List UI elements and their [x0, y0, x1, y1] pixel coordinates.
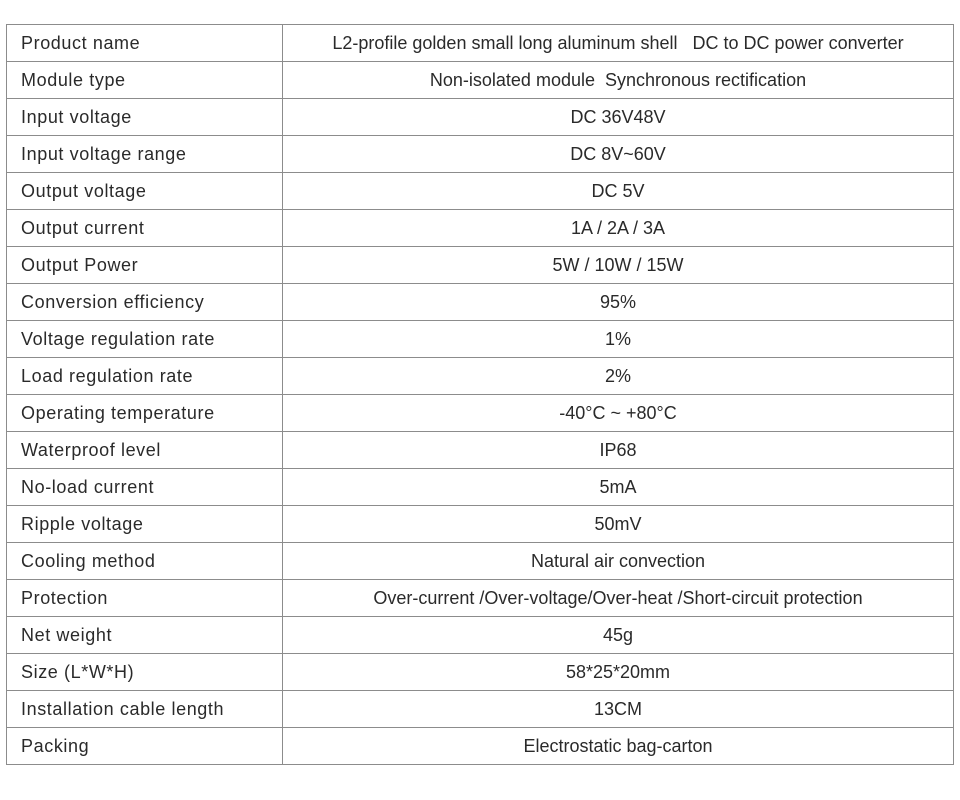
row-label: Net weight [7, 617, 283, 654]
row-label: Ripple voltage [7, 506, 283, 543]
row-value: DC 36V48V [283, 99, 954, 136]
row-value: Over-current /Over-voltage/Over-heat /Short-circuit protection [283, 580, 954, 617]
row-value: 2% [283, 358, 954, 395]
row-label: No-load current [7, 469, 283, 506]
table-row [7, 580, 954, 617]
row-value: DC 5V [283, 173, 954, 210]
table-row [7, 543, 954, 580]
row-label: Product name [7, 25, 283, 62]
row-label: Output Power [7, 247, 283, 284]
table-row [7, 321, 954, 358]
row-value: DC 8V~60V [283, 136, 954, 173]
row-label: Module type [7, 62, 283, 99]
table-row [7, 99, 954, 136]
row-label: Packing [7, 728, 283, 765]
table-row [7, 506, 954, 543]
table-row [7, 617, 954, 654]
table-row [7, 284, 954, 321]
row-value: Electrostatic bag-carton [283, 728, 954, 765]
row-label: Output current [7, 210, 283, 247]
row-value: 95% [283, 284, 954, 321]
row-label: Protection [7, 580, 283, 617]
table-row [7, 173, 954, 210]
table-row [7, 395, 954, 432]
row-value: 50mV [283, 506, 954, 543]
row-label: Installation cable length [7, 691, 283, 728]
table-row [7, 469, 954, 506]
row-label: Waterproof level [7, 432, 283, 469]
spec-table-body [7, 25, 954, 765]
row-label: Conversion efficiency [7, 284, 283, 321]
table-row [7, 136, 954, 173]
row-value: 58*25*20mm [283, 654, 954, 691]
row-value: 1% [283, 321, 954, 358]
table-row [7, 728, 954, 765]
table-row [7, 247, 954, 284]
row-value: Non-isolated module Synchronous rectification [283, 62, 954, 99]
table-row [7, 25, 954, 62]
row-value: Natural air convection [283, 543, 954, 580]
row-value: 45g [283, 617, 954, 654]
table-row [7, 432, 954, 469]
row-label: Operating temperature [7, 395, 283, 432]
row-value: 5W / 10W / 15W [283, 247, 954, 284]
table-row [7, 691, 954, 728]
row-label: Size (L*W*H) [7, 654, 283, 691]
row-label: Input voltage [7, 99, 283, 136]
row-value: 1A / 2A / 3A [283, 210, 954, 247]
spec-table [6, 24, 954, 765]
row-label: Input voltage range [7, 136, 283, 173]
row-value: IP68 [283, 432, 954, 469]
row-label: Cooling method [7, 543, 283, 580]
row-value: 5mA [283, 469, 954, 506]
table-row [7, 358, 954, 395]
table-row [7, 654, 954, 691]
row-label: Output voltage [7, 173, 283, 210]
row-label: Voltage regulation rate [7, 321, 283, 358]
table-row [7, 210, 954, 247]
row-value: -40°C ~ +80°C [283, 395, 954, 432]
row-value: L2-profile golden small long aluminum shell DC to DC power converter [283, 25, 954, 62]
row-value: 13CM [283, 691, 954, 728]
row-label: Load regulation rate [7, 358, 283, 395]
table-row [7, 62, 954, 99]
